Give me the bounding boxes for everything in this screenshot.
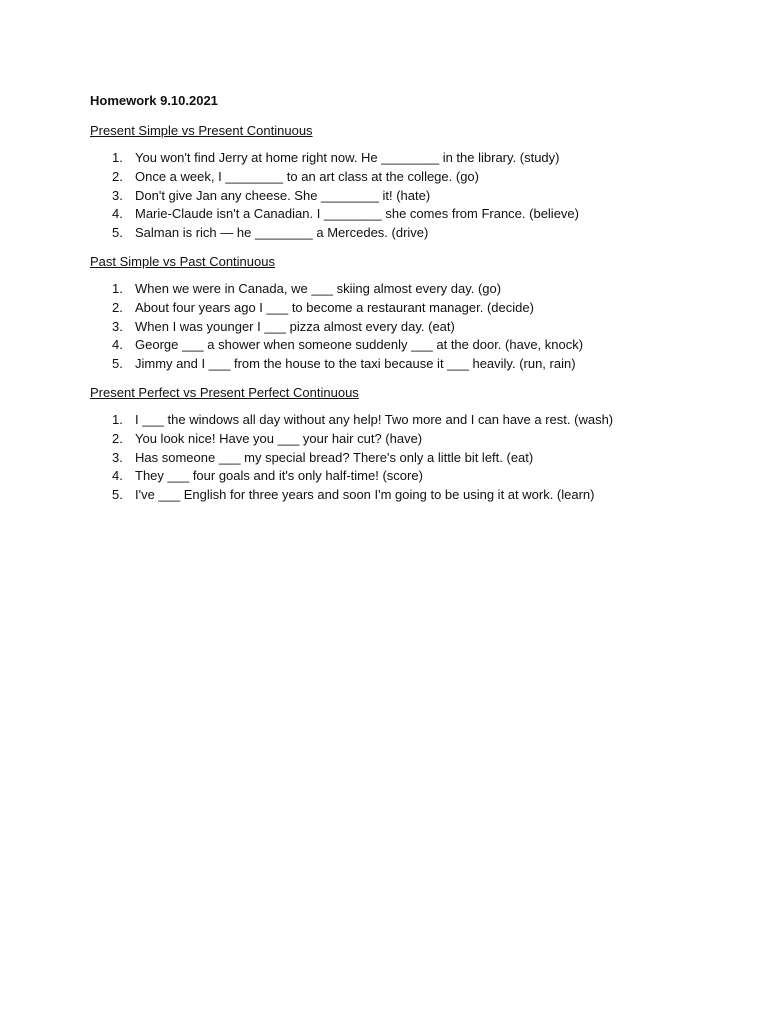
list-item bbox=[90, 336, 730, 355]
item-text: I ___ the windows all day without any help! Two more and I can have a rest. (wash) bbox=[135, 411, 614, 427]
list-item bbox=[90, 467, 730, 486]
item-text: You look nice! Have you ___ your hair cut? (have) bbox=[135, 430, 423, 446]
section-heading: Past Simple vs Past Continuous bbox=[90, 253, 275, 269]
item-text: They ___ four goals and it's only half-time! (score) bbox=[135, 468, 423, 484]
list-item bbox=[90, 187, 730, 206]
exercise-list bbox=[90, 280, 730, 374]
item-number: 2. bbox=[112, 168, 123, 184]
item-number: 2. bbox=[112, 430, 123, 446]
item-text: Don't give Jan any cheese. She ________ it! (hate) bbox=[135, 187, 431, 203]
item-number: 2. bbox=[112, 299, 123, 315]
section-heading: Present Simple vs Present Continuous bbox=[90, 123, 313, 138]
page-title: Homework 9.10.2021 bbox=[90, 93, 218, 108]
list-item bbox=[90, 411, 730, 430]
list-item bbox=[90, 486, 730, 505]
section-present-simple-vs-present-continuous bbox=[90, 122, 730, 243]
item-number: 4. bbox=[112, 206, 123, 222]
item-text: George ___ a shower when someone suddenly ___ at the door. (have, knock) bbox=[135, 337, 584, 353]
item-text: When we were in Canada, we ___ skiing almost every day. (go) bbox=[135, 280, 502, 296]
item-number: 3. bbox=[112, 449, 123, 465]
exercise-list bbox=[90, 411, 730, 505]
list-item bbox=[90, 299, 730, 318]
section-heading: Present Perfect vs Present Perfect Continuous bbox=[90, 384, 359, 400]
section-past-simple-vs-past-continuous bbox=[90, 253, 730, 374]
item-number: 5. bbox=[112, 225, 123, 241]
item-number: 1. bbox=[112, 280, 123, 296]
exercise-list bbox=[90, 149, 730, 243]
item-number: 5. bbox=[112, 487, 123, 503]
list-item bbox=[90, 149, 730, 168]
item-text: Marie-Claude isn't a Canadian. I ________ she comes from France. (believe) bbox=[135, 206, 579, 222]
document-page bbox=[90, 92, 730, 515]
item-number: 4. bbox=[112, 337, 123, 353]
item-text: Salman is rich — he ________ a Mercedes. (drive) bbox=[135, 225, 429, 241]
item-text: About four years ago I ___ to become a restaurant manager. (decide) bbox=[135, 299, 534, 315]
list-item bbox=[90, 318, 730, 337]
list-item bbox=[90, 430, 730, 449]
section-present-perfect-vs-present-perfect-continuous bbox=[90, 384, 730, 505]
item-text: I've ___ English for three years and soon I'm going to be using it at work. (learn) bbox=[135, 487, 595, 503]
item-number: 1. bbox=[112, 150, 123, 165]
list-item bbox=[90, 205, 730, 224]
list-item bbox=[90, 168, 730, 187]
list-item bbox=[90, 449, 730, 468]
list-item bbox=[90, 355, 730, 374]
list-item bbox=[90, 224, 730, 243]
item-number: 3. bbox=[112, 187, 123, 203]
item-text: Jimmy and I ___ from the house to the taxi because it ___ heavily. (run, rain) bbox=[135, 356, 576, 372]
item-text: You won't find Jerry at home right now. He ________ in the library. (study) bbox=[135, 150, 560, 165]
list-item bbox=[90, 280, 730, 299]
item-text: Once a week, I ________ to an art class at the college. (go) bbox=[135, 168, 479, 184]
item-number: 3. bbox=[112, 318, 123, 334]
item-text: When I was younger I ___ pizza almost every day. (eat) bbox=[135, 318, 455, 334]
item-number: 5. bbox=[112, 356, 123, 372]
item-text: Has someone ___ my special bread? There's only a little bit left. (eat) bbox=[135, 449, 534, 465]
item-number: 1. bbox=[112, 411, 123, 427]
item-number: 4. bbox=[112, 468, 123, 484]
